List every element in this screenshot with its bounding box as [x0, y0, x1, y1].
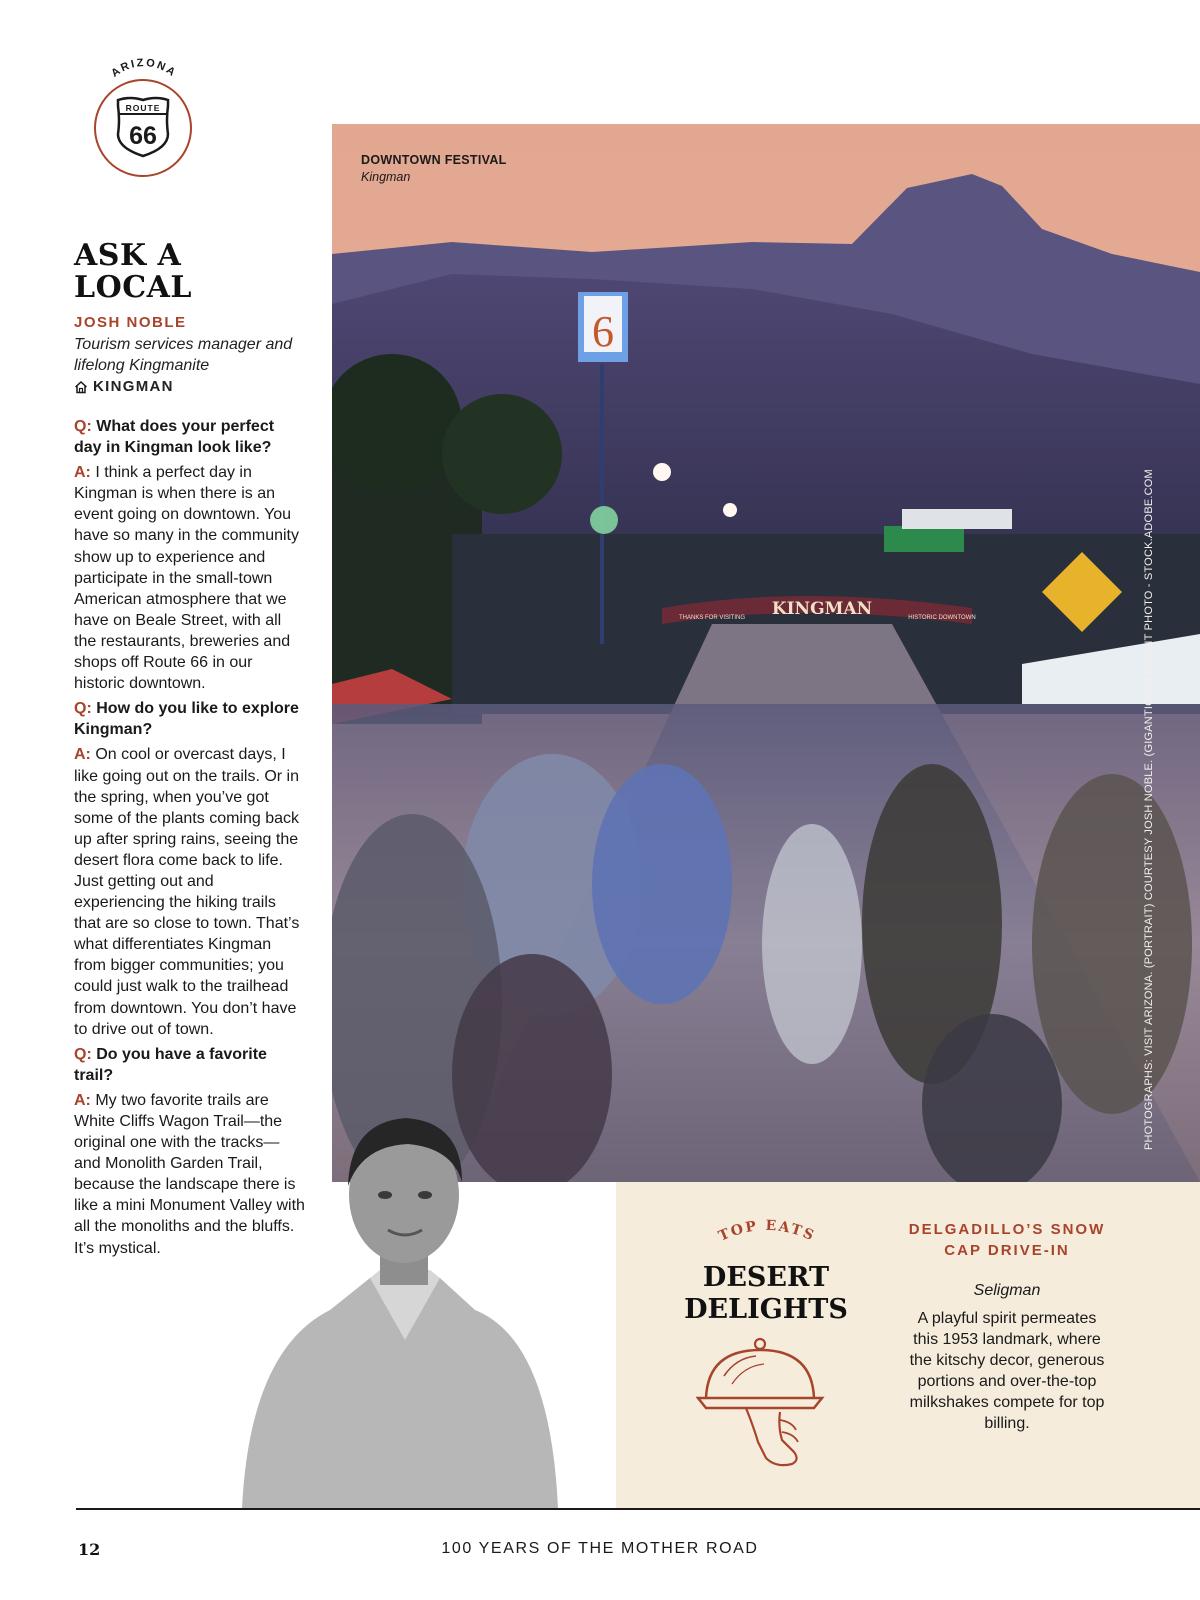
- restaurant-location: Seligman: [973, 1282, 1041, 1299]
- kicker-text: TOP EATS: [716, 1217, 818, 1245]
- photo-caption: [361, 152, 507, 186]
- logo-66-text: 66: [129, 122, 157, 150]
- answer-2: A: On cool or overcast days, I like going out on the trails. Or in the spring, when you’ve got some of the plants coming back up after spring rains, seeing the desert flora come back to life. Just getting out and experiencing the hiking trails that are so close to town. That’s what differentiates Kingman from bigger communities; you could just walk to the trailhead from downtown. You don’t have to drive out of town.: [74, 746, 300, 1038]
- home-icon: [74, 380, 88, 394]
- banner-left: THANKS FOR VISITING: [678, 615, 746, 621]
- restaurant-name: DELGADILLO’S SNOW CAP DRIVE-IN: [908, 1221, 1106, 1259]
- answer-3: A: My two favorite trails are White Cliffs Wagon Trail—the original one with the tracks—and Monolith Garden Trail, because the landscape there is like a mini Monument Valley with all the monoliths and the bluffs. It’s mystical.: [74, 1091, 305, 1257]
- restaurant-description: A playful spirit permeates this 1953 landmark, where the kitschy decor, generous portions and over-the-top milkshakes compete for top billing.: [909, 1310, 1105, 1432]
- footer-rule: [76, 1508, 1200, 1510]
- question-3: Q: Do you have a favorite trail?: [74, 1045, 267, 1084]
- page-number: 12: [78, 1540, 101, 1559]
- footer-title: 100 YEARS OF THE MOTHER ROAD: [441, 1540, 759, 1557]
- question-1: Q: What does your perfect day in Kingman look like?: [74, 418, 275, 457]
- local-role: Tourism services manager and lifelong Kingmanite: [74, 336, 293, 374]
- banner-right: HISTORIC DOWNTOWN: [908, 615, 976, 621]
- portrait-photo: [240, 1100, 560, 1510]
- local-city: [74, 378, 174, 395]
- top-eats-kicker: [700, 1210, 834, 1250]
- answer-1: A: I think a perfect day in Kingman is when there is an event going on downtown. You have so many in the community show up to experience and participate in the small-town American atmosphere that we have on Beale Street, with all the restaurants, breweries and shops off Route 66 in our historic downtown.: [74, 464, 299, 693]
- eats-title-line-1: DESERT: [702, 1262, 830, 1293]
- photo-credit: PHOTOGRAPHS: VISIT ARIZONA. (PORTRAIT) COURTESY JOSH NOBLE. (GIGANTICUS) SNEHIT PHOTO - STOCK.ADOBE.COM: [1143, 469, 1155, 1150]
- logo-route-text: ROUTE: [125, 103, 161, 113]
- banner-kingman: KINGMAN: [771, 599, 873, 619]
- sign-number: 6: [592, 307, 614, 356]
- logo-arc-text: ARIZONA: [109, 57, 179, 80]
- heading-line-2: LOCAL: [74, 270, 192, 305]
- cloche-icon: [696, 1336, 832, 1476]
- svg-text:TOP EATS: [716, 1218, 817, 1245]
- question-2: Q: How do you like to explore Kingman?: [74, 700, 299, 739]
- city-label: KINGMAN: [93, 378, 174, 395]
- heading-line-1: ASK A: [74, 238, 182, 273]
- top-eats-title: [660, 1262, 872, 1326]
- svg-text:ARIZONA: [109, 57, 179, 80]
- eats-title-line-2: DELIGHTS: [684, 1294, 848, 1325]
- local-name: JOSH NOBLE: [74, 314, 187, 331]
- caption-title: DOWNTOWN FESTIVAL: [361, 153, 507, 167]
- ask-a-local-heading: [74, 240, 314, 304]
- route-66-logo: [80, 48, 208, 180]
- festival-photo: [332, 124, 1200, 1182]
- caption-location: Kingman: [361, 170, 411, 184]
